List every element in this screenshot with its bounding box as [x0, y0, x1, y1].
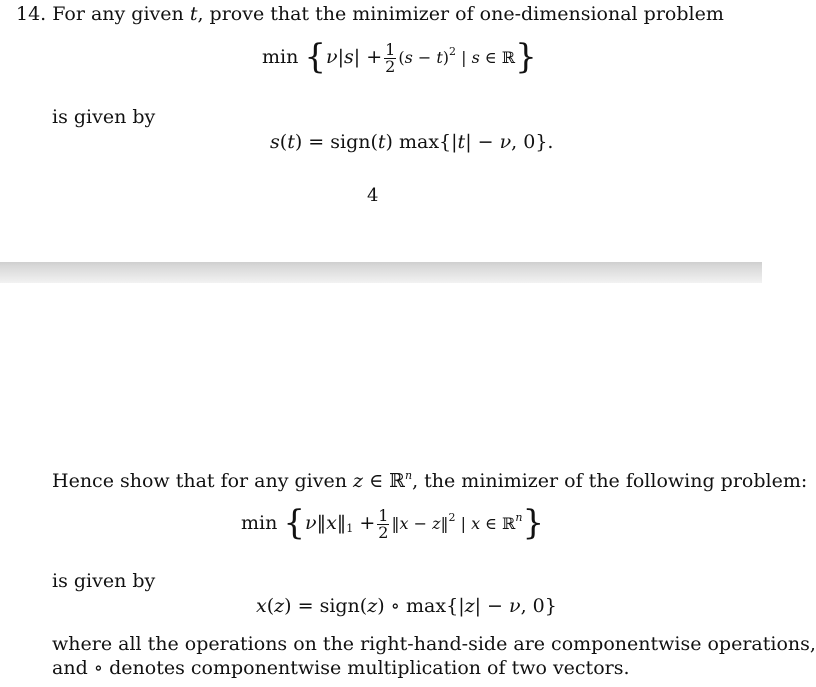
- continuation-intro: Hence show that for any given z ∈ ℝ$^n$, the minimizer of the following problem:: [52, 469, 808, 492]
- page-number: 4: [367, 185, 379, 206]
- formula-problem-1: min {ν|s| + $\frac{1}{2}$ $(s - t)^2$ | s ∈ ℝ}: [262, 37, 537, 77]
- solution-formula-2: x(z) = sign(z) ∘ max{|z| − ν, 0}: [256, 595, 557, 617]
- problem-statement-line: [16, 2, 724, 26]
- is-given-by-1: is given by: [52, 106, 156, 128]
- solution-formula-1: s(t) = sign(t) max{|t| − ν, 0}.: [270, 131, 554, 153]
- closing-line-1: where all the operations on the right-hand-side are componentwise operations,: [52, 633, 816, 655]
- problem-intro: For any given t, prove that the minimizer of one-dimensional problem: [52, 3, 724, 25]
- is-given-by-2: is given by: [52, 570, 156, 592]
- page-bottom: [0, 283, 816, 687]
- page-break-separator: [0, 262, 762, 283]
- page-top: [0, 0, 762, 262]
- problem-number: 14.: [16, 3, 47, 25]
- formula-problem-2: $\min \{\nu‖x‖_1$ + $\frac{1}{2}$ ‖x − z‖$^2$ | x ∈ ℝ$^n$}: [241, 503, 545, 543]
- closing-line-2: and ∘ denotes componentwise multiplication of two vectors.: [52, 657, 630, 679]
